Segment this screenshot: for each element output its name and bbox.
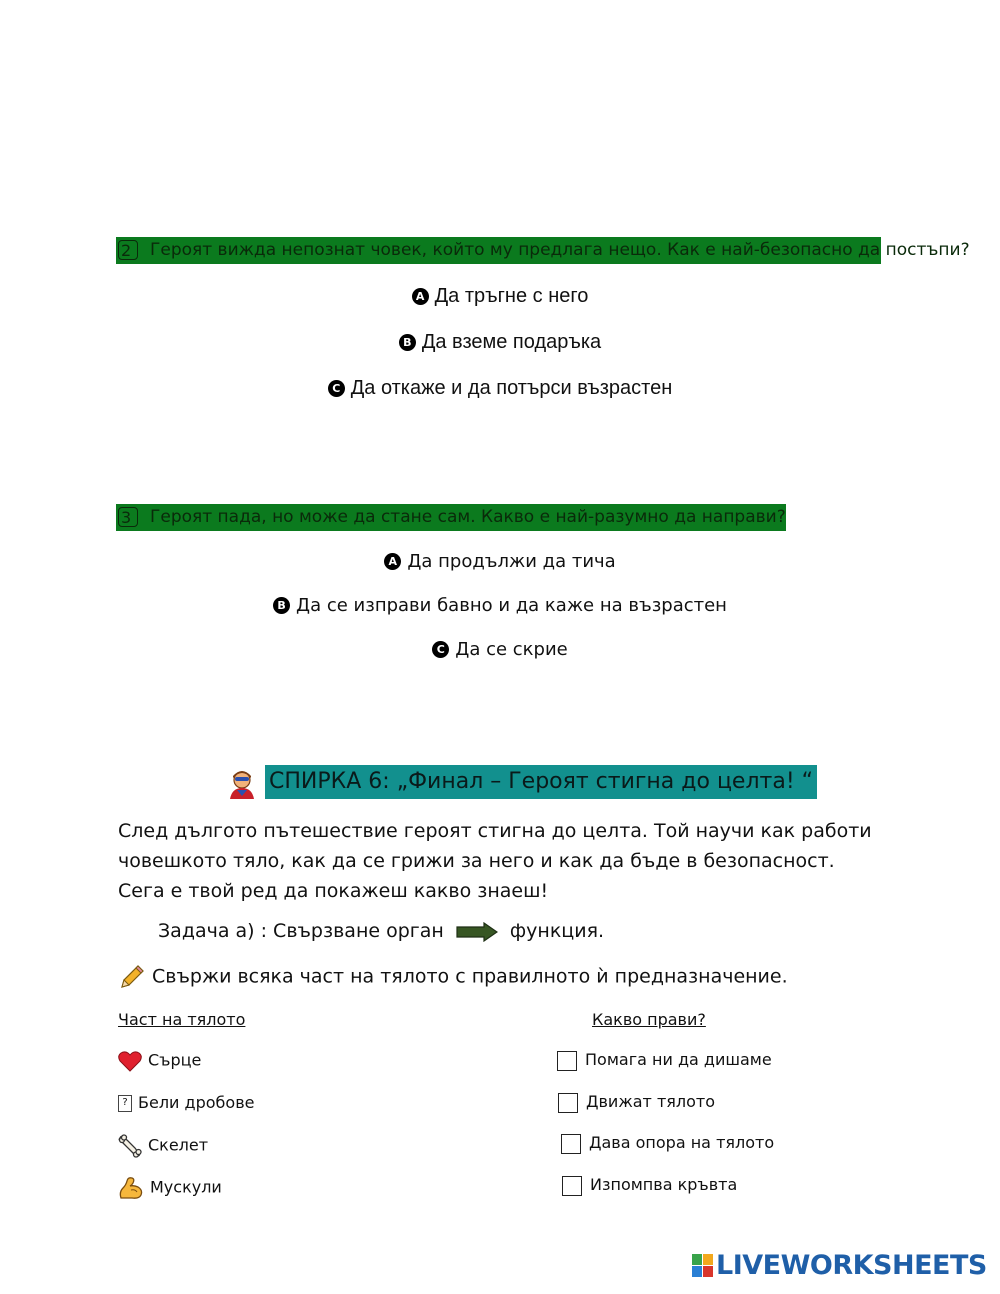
instruction-line [118,963,788,991]
option-text: Да откаже и да потърси възрастен [350,377,673,399]
option-text: Да се скрие [455,639,568,660]
logo-text: LIVEWORKSHEETS [716,1250,987,1281]
option-text: Да се изправи бавно и да каже на възрастен [296,595,727,616]
function-support[interactable] [561,1133,774,1154]
body-part-label: Мускули [150,1177,222,1197]
superhero-icon [226,768,258,800]
body-part-label: Бели дробове [138,1093,255,1112]
function-label: Движат тялото [586,1092,716,1111]
task-a-line [158,920,604,942]
body-part-label: Скелет [148,1135,209,1155]
function-checkbox[interactable] [562,1176,582,1196]
bone-icon [118,1134,142,1158]
pencil-icon [118,963,146,991]
function-pumping[interactable] [562,1175,737,1196]
function-label: Изпомпва кръвта [590,1175,738,1194]
body-part-lungs[interactable] [118,1093,254,1112]
question-3-number: 3 [118,507,138,527]
function-label: Помага ни да дишаме [585,1050,772,1069]
arrow-right-icon [456,922,498,942]
flexed-biceps-icon [118,1176,144,1200]
option-text: Да продължи да тича [407,551,616,572]
intro-paragraph: След дългото пътешествие героят стигна до целта. Той научи как работи човешкото тяло, как да се грижи за него и как да бъде в безопасност. Сега е твой ред да покажеш какво знаеш! [118,820,872,902]
question-2-option-c[interactable] [0,377,1000,400]
option-letter-badge: B [273,597,290,614]
function-checkbox[interactable] [558,1093,578,1113]
task-a-function-text: функция. [509,920,605,942]
function-checkbox[interactable] [561,1134,581,1154]
function-label: Дава опора на тялото [589,1133,775,1152]
instruction-text: Свържи всяка част на тялото с правилното ѝ предназначение. [152,965,788,988]
logo-badge-icon [692,1253,714,1279]
option-letter-badge: C [432,641,449,658]
liveworksheets-logo [692,1250,987,1281]
question-3-option-a[interactable] [0,551,1000,572]
body-part-muscles[interactable] [118,1176,222,1200]
option-letter-badge: A [412,288,429,305]
body-part-skeleton[interactable] [118,1134,208,1158]
task-a-text: Задача а) : Свързване орган [158,920,444,942]
question-3-option-c[interactable] [0,639,1000,660]
option-text: Да тръгне с него [434,285,589,307]
question-3-option-b[interactable] [0,595,1000,616]
option-letter-badge: A [384,553,401,570]
lungs-icon: ? [118,1095,132,1112]
option-letter-badge: B [399,334,416,351]
question-2-option-a[interactable] [0,285,1000,308]
option-letter-badge: C [328,380,345,397]
heart-icon [118,1050,142,1072]
question-2-option-b[interactable] [0,331,1000,354]
body-part-heart[interactable] [118,1050,201,1072]
stop-6-title: СПИРКА 6: „Финал – Героят стигна до целта! “ [265,765,817,799]
question-3-bar [116,504,786,531]
option-text: Да вземе подаръка [421,331,602,353]
column-header-body-part: Част на тялото [118,1010,246,1029]
question-2-number: 2 [118,240,138,260]
question-2-text: Героят вижда непознат човек, който му предлага нещо. Как е най-безопасно да постъпи? [150,240,970,260]
column-header-function: Какво прави? [592,1010,706,1029]
question-2-bar [116,237,970,264]
function-checkbox[interactable] [557,1051,577,1071]
function-moving[interactable] [558,1092,715,1113]
function-breathing[interactable] [557,1050,772,1071]
body-part-label: Сърце [148,1050,202,1070]
question-3-text: Героят пада, но може да стане сам. Какво е най-разумно да направи? [150,507,786,527]
